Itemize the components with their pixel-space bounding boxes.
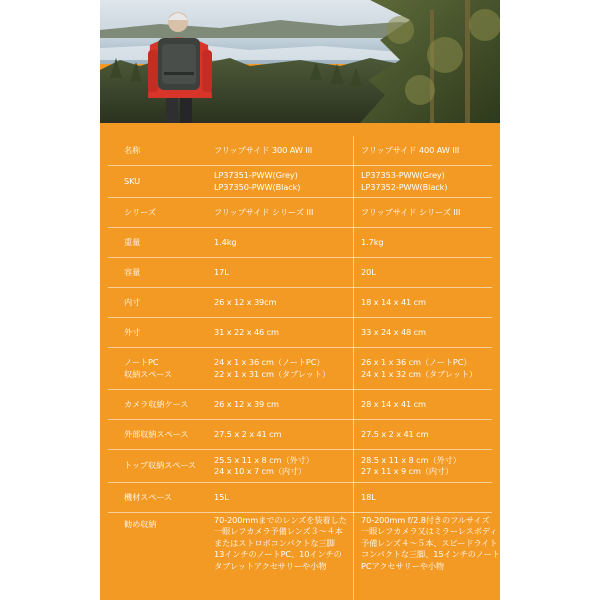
cell-model-400 xyxy=(361,483,492,512)
cell-text: 勧め収納 xyxy=(124,519,157,529)
cell-text: 20L xyxy=(361,266,376,277)
cell-model-300 xyxy=(214,483,354,512)
cell-text: 26 x 12 x 39cm xyxy=(214,296,277,307)
table-row xyxy=(108,390,492,420)
cell-text: 収納スペース xyxy=(124,368,173,379)
cell-text: 重量 xyxy=(124,236,141,247)
cell-text: トップ収納スペース xyxy=(124,460,197,471)
cell-text: 28.5 x 11 x 8 cm（外寸） xyxy=(361,454,461,465)
cell-text: フリップサイド 300 AW III xyxy=(214,144,313,155)
cell-text: 31 x 22 x 46 cm xyxy=(214,326,279,337)
cell-model-300 xyxy=(214,318,354,347)
table-row xyxy=(108,198,492,228)
cell-text: 1.7kg xyxy=(361,236,384,247)
cell-text: 一眼レフカメラ又はミラーレスボディ xyxy=(361,526,498,537)
cell-text: 70-200mmまでのレンズを装着した xyxy=(214,515,347,525)
cell-text: 70-200mm f/2.8付きのフルサイズ xyxy=(361,515,490,525)
cell-model-400 xyxy=(361,513,500,600)
cell-text: 22 x 1 x 31 cm（タブレット） xyxy=(214,368,331,379)
row-label xyxy=(124,288,204,317)
cell-text: タブレットアクセサリーや小物 xyxy=(214,560,327,571)
cell-text: LP37350-PWW(Black) xyxy=(214,181,301,192)
cell-text: 27 x 11 x 9 cm（内寸） xyxy=(361,466,454,476)
cell-text: フリップサイド 400 AW III xyxy=(361,144,460,155)
cell-text: 33 x 24 x 48 cm xyxy=(361,326,426,337)
cell-model-400 xyxy=(361,288,492,317)
cell-text: シリーズ xyxy=(124,206,156,217)
cell-model-300 xyxy=(214,390,354,419)
cell-text: コンパクトな三脚、15インチのノート xyxy=(361,549,500,560)
cell-text: 容量 xyxy=(124,266,141,277)
cell-model-400 xyxy=(361,166,492,197)
row-label xyxy=(124,136,204,165)
cell-text: 24 x 10 x 7 cm（内寸） xyxy=(214,466,307,476)
cell-text: 18L xyxy=(361,491,376,502)
hero-photo xyxy=(100,0,500,123)
table-row xyxy=(108,483,492,513)
table-row xyxy=(108,136,492,166)
table-row xyxy=(108,318,492,348)
cell-model-300 xyxy=(214,228,354,257)
cell-model-300 xyxy=(214,420,354,449)
cell-model-400 xyxy=(361,198,492,227)
cell-text: 名称 xyxy=(124,144,141,155)
cell-text: LP37351-PWW(Grey) xyxy=(214,170,298,181)
row-label xyxy=(124,390,204,419)
table-row xyxy=(108,348,492,390)
cell-text: フリップサイド シリーズ III xyxy=(361,206,461,217)
cell-text: 27.5 x 2 x 41 cm xyxy=(361,428,429,439)
cell-text: LP37353-PWW(Grey) xyxy=(361,170,445,181)
row-label xyxy=(124,166,204,197)
cell-model-300 xyxy=(214,136,354,165)
cell-text: 13インチのノートPC、10インチの xyxy=(214,549,342,560)
table-row xyxy=(108,450,492,483)
cell-text: PCアクセサリーや小物 xyxy=(361,560,444,571)
cell-text: またはストロボコンパクトな三脚 xyxy=(214,537,335,548)
cell-text: カメラ収納ケース xyxy=(124,398,189,409)
cell-model-400 xyxy=(361,318,492,347)
cell-text: SKU xyxy=(124,175,141,186)
table-row xyxy=(108,228,492,258)
cell-text: 27.5 x 2 x 41 cm xyxy=(214,428,282,439)
table-row xyxy=(108,288,492,318)
cell-text: 24 x 1 x 32 cm（タブレット） xyxy=(361,368,478,379)
row-label xyxy=(124,450,204,482)
cell-model-300 xyxy=(214,198,354,227)
cell-text: フリップサイド シリーズ III xyxy=(214,206,314,217)
cell-text: 予備レンズ４～５本、スピードライト xyxy=(361,537,498,548)
row-label xyxy=(124,348,204,389)
cell-model-400 xyxy=(361,450,492,482)
table-row xyxy=(108,420,492,450)
cell-text: 24 x 1 x 36 cm（ノートPC） xyxy=(214,357,325,368)
cell-text: 内寸 xyxy=(124,296,141,307)
row-label xyxy=(124,513,204,600)
cell-model-300 xyxy=(214,166,354,197)
cell-model-400 xyxy=(361,258,492,287)
cell-text: 15L xyxy=(214,491,229,502)
row-label xyxy=(124,318,204,347)
row-label xyxy=(124,198,204,227)
column-divider xyxy=(353,136,354,600)
cell-text: 外部収納スペース xyxy=(124,428,189,439)
cell-model-400 xyxy=(361,420,492,449)
table-row xyxy=(108,258,492,288)
cell-text: 26 x 12 x 39 cm xyxy=(214,398,279,409)
cell-model-400 xyxy=(361,136,492,165)
row-label xyxy=(124,483,204,512)
cell-model-400 xyxy=(361,228,492,257)
cell-text: LP37352-PWW(Black) xyxy=(361,181,448,192)
table-row xyxy=(108,513,500,600)
cell-text: 一眼レフカメラ予備レンズ３～４本 xyxy=(214,526,343,537)
cell-model-400 xyxy=(361,390,492,419)
cell-model-300 xyxy=(214,450,354,482)
spec-table xyxy=(100,136,500,600)
cell-text: ノートPC xyxy=(124,357,159,368)
cell-model-400 xyxy=(361,348,492,389)
cell-text: 17L xyxy=(214,266,229,277)
row-label xyxy=(124,420,204,449)
cell-text: 18 x 14 x 41 cm xyxy=(361,296,426,307)
cell-text: 25.5 x 11 x 8 cm（外寸） xyxy=(214,454,314,465)
cell-text: 28 x 14 x 41 cm xyxy=(361,398,426,409)
table-row xyxy=(108,166,492,198)
cell-model-300 xyxy=(214,288,354,317)
cell-text: 外寸 xyxy=(124,326,141,337)
spec-panel xyxy=(100,0,500,600)
cell-model-300 xyxy=(214,348,354,389)
cell-text: 26 x 1 x 36 cm（ノートPC） xyxy=(361,357,472,368)
row-label xyxy=(124,258,204,287)
cell-text: 機材スペース xyxy=(124,491,173,502)
cell-model-300 xyxy=(214,258,354,287)
cell-model-300 xyxy=(214,513,354,600)
row-label xyxy=(124,228,204,257)
cell-text: 1.4kg xyxy=(214,236,237,247)
